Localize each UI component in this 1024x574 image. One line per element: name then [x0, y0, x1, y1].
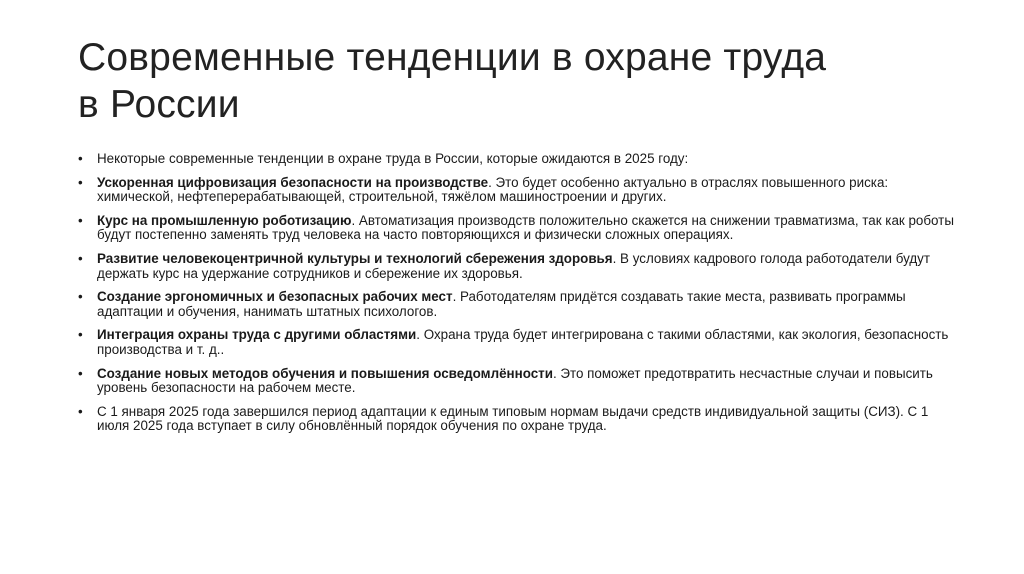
bullet-item — [78, 290, 958, 319]
bullet-item — [78, 405, 958, 434]
slide-title-line-1: Современные тенденции в охране труда — [78, 36, 827, 79]
bullet-text: . Это поможет предотвратить несчастные случаи и повысить уровень безопасности на рабочем месте. — [97, 365, 933, 396]
bullet-marker: • — [78, 174, 83, 190]
bullet-text: . Охрана труда будет интегрирована с такими областями, как экология, безопасность производства и т. д.. — [97, 327, 949, 357]
bullet-marker: • — [78, 327, 83, 343]
bullet-bold-text: Курс на промышленную роботизацию — [97, 212, 352, 228]
slide-title-line-2: в России — [78, 83, 240, 126]
bullet-list — [78, 152, 958, 443]
bullet-item — [78, 252, 958, 281]
bullet-text: . Работодателям придётся создавать такие места, развивать программы адаптации и обучения, нанимать штатных психологов. — [97, 289, 906, 319]
bullet-marker: • — [78, 212, 83, 228]
bullet-text: . Это будет особенно актуально в отраслях повышенного риска: химической, нефтеперерабатывающей, строительной, тяжёлом машиностроении и других. — [97, 174, 889, 205]
slide-title — [78, 34, 958, 128]
bullet-marker: • — [78, 403, 83, 419]
bullet-item — [78, 328, 958, 357]
bullet-bold-text: Создание новых методов обучения и повышения осведомлённости — [97, 365, 553, 381]
bullet-bold-text: Создание эргономичных и безопасных рабочих мест — [97, 289, 453, 305]
bullet-text: . В условиях кадрового голода работодатели будут держать курс на удержание сотрудников и сбережение их здоровья. — [97, 250, 931, 281]
bullet-text: Некоторые современные тенденции в охране труда в России, которые ожидаются в 2025 году: — [97, 151, 689, 166]
bullet-marker: • — [78, 289, 83, 305]
bullet-marker: • — [78, 365, 83, 381]
bullet-item — [78, 367, 958, 396]
bullet-bold-text: Развитие человекоцентричной культуры и технологий сбережения здоровья — [97, 250, 613, 266]
bullet-item — [78, 152, 958, 167]
bullet-text: . Автоматизация производств положительно скажется на снижении травматизма, так как роботы будут постепенно заменять труд человека на часто повторяющихся и физически сложных операциях. — [97, 212, 954, 243]
bullet-bold-text: Интеграция охраны труда с другими областями — [97, 327, 417, 343]
bullet-item — [78, 214, 958, 243]
bullet-marker: • — [78, 151, 83, 166]
bullet-item — [78, 176, 958, 205]
bullet-text: С 1 января 2025 года завершился период адаптации к единым типовым нормам выдачи средств индивидуальной защиты (СИЗ). С 1 июля 2025 года вступает в силу обновлённый порядок обучения по охране труда. — [97, 403, 929, 434]
bullet-bold-text: Ускоренная цифровизация безопасности на производстве — [97, 174, 489, 190]
bullet-marker: • — [78, 250, 83, 266]
